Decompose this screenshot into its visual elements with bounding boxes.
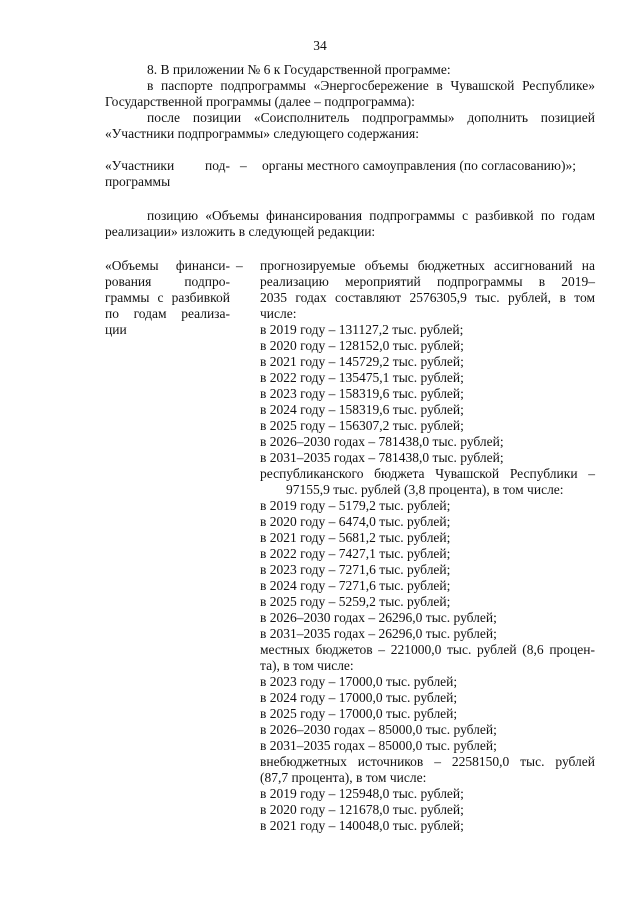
- financing-line: числе:: [260, 306, 297, 321]
- page-number: 34: [313, 38, 327, 53]
- financing-line: республиканского бюджета Чувашской Республики –: [260, 466, 595, 481]
- intro-line-1: 8. В приложении № 6 к Государственной программе:: [147, 62, 451, 77]
- financing-line: в 2025 году – 156307,2 тыс. рублей;: [260, 418, 464, 433]
- intro-line-5: «Участники подпрограммы» следующего содержания:: [105, 126, 419, 141]
- financing-line: местных бюджетов – 221000,0 тыс. рублей (8,6 процен-: [260, 642, 595, 657]
- financing-line: в 2023 году – 17000,0 тыс. рублей;: [260, 674, 458, 689]
- participants-label-1b: под-: [205, 158, 230, 173]
- financing-line: в 2031–2035 годах – 781438,0 тыс. рублей;: [260, 450, 504, 465]
- financing-line: в 2024 году – 158319,6 тыс. рублей;: [260, 402, 464, 417]
- financing-line: в 2021 году – 140048,0 тыс. рублей;: [260, 818, 464, 833]
- financing-values: [260, 258, 595, 834]
- financing-label-line: граммы с разбивкой: [105, 290, 230, 305]
- financing-line: в 2024 году – 7271,6 тыс. рублей;: [260, 578, 451, 593]
- financing-line: в 2022 году – 135475,1 тыс. рублей;: [260, 370, 464, 385]
- financing-line: в 2019 году – 125948,0 тыс. рублей;: [260, 786, 464, 801]
- financing-line: та), в том числе:: [260, 658, 354, 673]
- financing-line: в 2020 году – 128152,0 тыс. рублей;: [260, 338, 464, 353]
- intro-line-3: Государственной программы (далее – подпрограмма):: [105, 94, 415, 109]
- financing-label-line: рования подпро-: [105, 274, 230, 289]
- intro-line-2: в паспорте подпрограммы «Энергосбережение в Чувашской Республике»: [147, 78, 595, 93]
- participants-label-2: программы: [105, 174, 171, 189]
- financing-line: реализацию мероприятий подпрограммы в 2019–: [260, 274, 595, 289]
- financing-dash: –: [236, 258, 243, 273]
- financing-line: внебюджетных источников – 2258150,0 тыс. рублей: [260, 754, 595, 769]
- financing-line: в 2025 году – 17000,0 тыс. рублей;: [260, 706, 458, 721]
- transition-line-1: позицию «Объемы финансирования подпрограммы с разбивкой по годам: [147, 208, 595, 223]
- participants-dash: –: [240, 158, 247, 173]
- financing-line: в 2020 году – 6474,0 тыс. рублей;: [260, 514, 451, 529]
- financing-line: в 2026–2030 годах – 26296,0 тыс. рублей;: [260, 610, 497, 625]
- participants-label-1a: «Участники: [105, 158, 175, 173]
- financing-line: в 2019 году – 131127,2 тыс. рублей;: [260, 322, 464, 337]
- financing-line: в 2026–2030 годах – 85000,0 тыс. рублей;: [260, 722, 497, 737]
- financing-label-line: по годам реализа-: [105, 306, 230, 321]
- financing-line: прогнозируемые объемы бюджетных ассигнований на: [260, 258, 595, 273]
- financing-line: в 2031–2035 годах – 85000,0 тыс. рублей;: [260, 738, 497, 753]
- financing-label-line: ции: [105, 322, 127, 337]
- intro-line-4: после позиции «Соисполнитель подпрограммы» дополнить позицией: [147, 110, 595, 125]
- financing-line: (87,7 процента), в том числе:: [260, 770, 427, 785]
- financing-line: в 2025 году – 5259,2 тыс. рублей;: [260, 594, 451, 609]
- financing-label: [105, 258, 237, 338]
- financing-line: в 2021 году – 5681,2 тыс. рублей;: [260, 530, 451, 545]
- financing-line: в 2021 году – 145729,2 тыс. рублей;: [260, 354, 464, 369]
- financing-line: 97155,9 тыс. рублей (3,8 процента), в том числе:: [286, 482, 564, 497]
- financing-line: в 2019 году – 5179,2 тыс. рублей;: [260, 498, 451, 513]
- financing-line: в 2020 году – 121678,0 тыс. рублей;: [260, 802, 464, 817]
- financing-line: в 2026–2030 годах – 781438,0 тыс. рублей;: [260, 434, 504, 449]
- financing-line: 2035 годах составляют 2576305,9 тыс. рублей, в том: [260, 290, 595, 305]
- participants-value: органы местного самоуправления (по согласованию)»;: [262, 158, 576, 173]
- financing-line: в 2024 году – 17000,0 тыс. рублей;: [260, 690, 458, 705]
- financing-label-line: «Объемы финанси-: [105, 258, 230, 273]
- financing-line: в 2022 году – 7427,1 тыс. рублей;: [260, 546, 451, 561]
- financing-line: в 2023 году – 158319,6 тыс. рублей;: [260, 386, 464, 401]
- financing-line: в 2023 году – 7271,6 тыс. рублей;: [260, 562, 451, 577]
- transition-line-2: реализации» изложить в следующей редакции:: [105, 224, 376, 239]
- financing-line: в 2031–2035 годах – 26296,0 тыс. рублей;: [260, 626, 497, 641]
